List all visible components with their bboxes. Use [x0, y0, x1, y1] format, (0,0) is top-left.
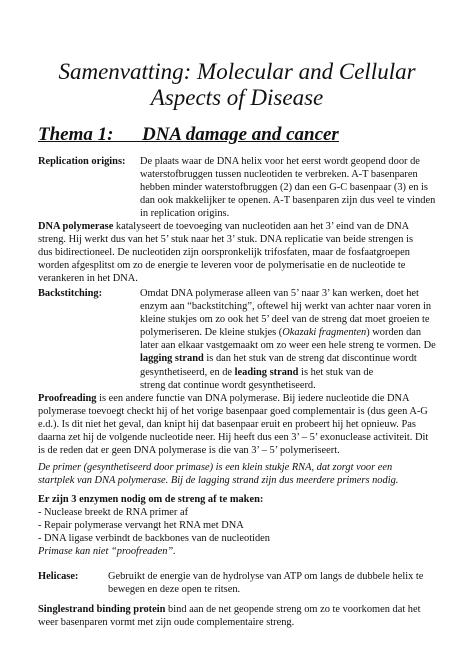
backstitching-text: gesynthetiseerd, en de: [140, 366, 235, 378]
lagging-strand-term: lagging strand: [140, 353, 204, 365]
backstitching-label: Backstitching:: [38, 288, 103, 299]
section-number: Thema 1:: [38, 124, 114, 145]
section-heading: [38, 124, 339, 146]
proofreading-line-rest: is een andere functie van DNA polymerase. Bij iedere nucleotide die DNA: [96, 393, 410, 404]
proofreading-line: e.d.). Is dit niet het geval, dan knipt hij dat basenpaar eruit en probeert hij het opnieuw. Pas: [38, 419, 416, 431]
helicase-paragraph: [108, 570, 423, 596]
polymerase-line: dus bidirectioneel. De nucleotiden zijn oorspronkelijk trifosfaten, maar de fosfaatgroepen: [38, 247, 410, 259]
replication-line: De plaats waar de DNA helix voor het eerst wordt geopend door de: [140, 156, 420, 167]
backstitching-text: is het stuk van de: [298, 366, 374, 378]
polymerase-line: verankeren in het DNA.: [38, 273, 138, 285]
enzymes-list: [38, 493, 270, 545]
replication-line: dan ook makkelijker te openen. A-T basenparen zijn dus veel te vinden: [140, 195, 436, 207]
enzymes-item: - DNA ligase verbindt de backbones van de nucleotiden: [38, 533, 270, 545]
backstitching-paragraph: [140, 287, 436, 392]
proofreading-line: polymerase toevoegt checkt hij of het vorige basenpaar goed complementair is (dus geen A-G: [38, 406, 428, 418]
proofreading-paragraph: [38, 392, 428, 457]
backstitching-text: polymeriseren. De kleine stukjes (: [140, 327, 283, 339]
replication-label: Replication origins:: [38, 156, 126, 167]
primase-note: Primase kan niet “proofreaden”.: [38, 546, 176, 557]
backstitching-line: [140, 366, 436, 379]
primer-note: [38, 461, 398, 487]
ssb-paragraph: [38, 603, 421, 629]
backstitching-line: later aan elkaar vastgemaakt om zo weer een hele streng te vormen. De: [140, 340, 436, 352]
primer-note-line: startplek van DNA polymerase. Bij de lagging strand zijn dus meerdere primers nodig.: [38, 475, 399, 487]
replication-line: waterstofbruggen tussen nucleotiden te verbreken. A-T basenparen: [140, 169, 418, 181]
ssb-term: Singlestrand binding protein: [38, 604, 166, 615]
backstitching-text: is dan het stuk van de streng dat discontinue wordt: [203, 353, 417, 365]
replication-paragraph: [140, 155, 435, 220]
ssb-line-rest: bind aan de net geopende streng om zo te voorkomen dat het: [165, 604, 421, 615]
document-title-line-1: Samenvatting: Molecular and Cellular: [58, 59, 416, 84]
ssb-line: [38, 603, 421, 616]
proofreading-line: is de reden dat er geen DNA polymerase is die van 3’ – 5’ polymeriseert.: [38, 445, 340, 457]
primer-note-line: De primer (gesynthetiseerd door primase) is een klein stukje RNA, dat zorgt voor een: [38, 462, 393, 473]
section-title: DNA damage and cancer: [141, 124, 339, 145]
replication-line: hebben minder waterstofbruggen (2) dan een G-C basenpaar (3) en is: [140, 182, 428, 194]
helicase-line: Gebruikt de energie van de hydrolyse van ATP om langs de dubbele helix te: [108, 571, 424, 582]
replication-line: in replication origins.: [140, 208, 230, 220]
proofreading-line: daarna zet hij de volgende nucleotide neer. Hij heeft dus een 3’ – 5’ exonuclease activiteit. Dit: [38, 432, 429, 444]
ssb-line: weer basenparen vormt met zijn oude complementaire streng.: [38, 617, 295, 629]
helicase-label: Helicase:: [38, 571, 79, 582]
helicase-line: bewegen en deze open te ritsen.: [108, 584, 241, 596]
polymerase-term: DNA polymerase: [38, 221, 114, 232]
polymerase-paragraph: [38, 220, 413, 285]
enzymes-heading-text: Er zijn 3 enzymen nodig om de streng af te maken:: [38, 494, 264, 505]
backstitching-line: [140, 352, 436, 365]
backstitching-line: kleine stukjes om zo ook het 5’ deel van de streng dat moet groeien te: [140, 314, 430, 326]
proofreading-line: [38, 392, 428, 405]
proofreading-term: Proofreading: [38, 393, 97, 404]
backstitching-line: Omdat DNA polymerase alleen van 5’ naar 3’ kan werken, doet het: [140, 288, 419, 299]
backstitching-line: streng dat continue wordt gesynthetiseerd.: [140, 379, 316, 391]
enzymes-heading: [38, 493, 270, 506]
polymerase-line: [38, 220, 413, 233]
polymerase-line-rest: katalyseert de toevoeging van nucleotiden aan het 3’ eind van de DNA: [113, 221, 410, 232]
okazaki-term: Okazaki fragmenten: [282, 327, 367, 339]
leading-strand-term: leading strand: [234, 366, 299, 378]
document-title-line-2: Aspects of Disease: [150, 85, 324, 110]
polymerase-line: streng. Hij werkt dus van het 5’ stuk naar het 3’ stuk. DNA replicatie van beide strengen is: [38, 234, 414, 246]
backstitching-line: enzym aan “backstitching”, oftewel hij werkt van achter naar voren in: [140, 301, 432, 313]
backstitching-text: ) worden dan: [366, 327, 422, 339]
enzymes-item: - Nuclease breekt de RNA primer af: [38, 507, 189, 519]
backstitching-line: [140, 326, 436, 339]
polymerase-line: worden afgesplitst om zo de energie te leveren voor de polymerisatie en de nucleotide te: [38, 260, 406, 272]
enzymes-item: - Repair polymerase vervangt het RNA met DNA: [38, 520, 244, 532]
